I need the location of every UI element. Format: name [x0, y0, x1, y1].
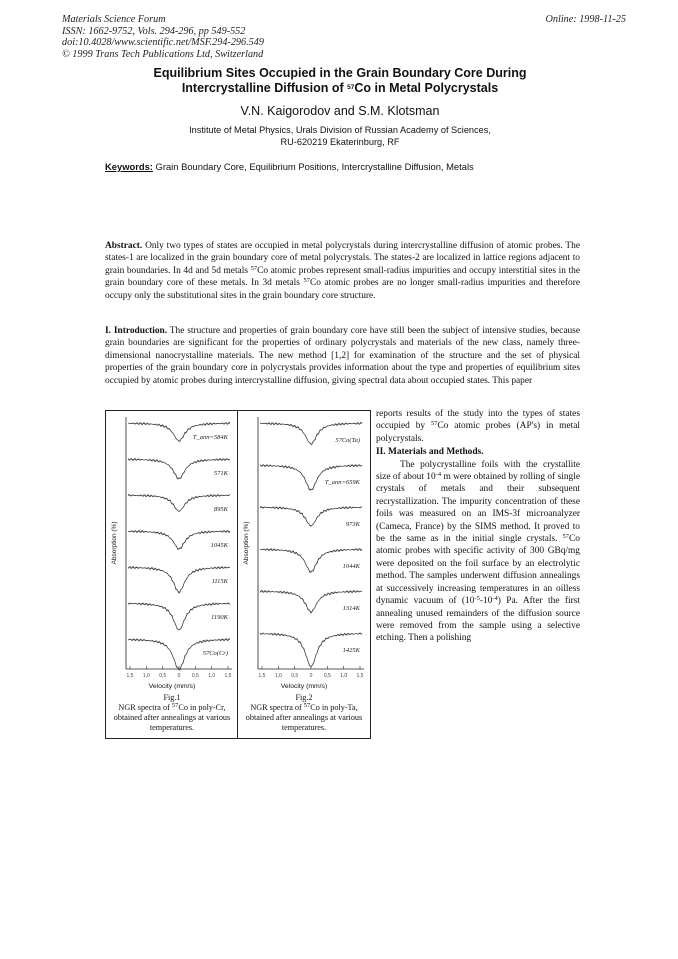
abstract: Abstract. Only two types of states are occupied in metal polycrystals during intercrystalline diffusion of atomic probes. The states-1 are localized in the grain boundary core of metal polycrystals. The states-2 are localized in lattice regions adjacent to grain boundaries. In 4d and 5d metals $^{57}$Co atomic probes represent small-radius impurities and occupy interstitial sites in the grain boundary core of these metals. In 3d metals $^{57}$Co atomic probes are no longer small-radius impurities and therefore occupy only the substitutional sites in the grain boundary core structure. — [105, 241, 581, 301]
fig2-xtick-label: 1,0 — [340, 673, 348, 679]
section-heading-materials: II. Materials and Methods. — [376, 447, 484, 458]
fig2-xtick-label: 0 — [309, 673, 313, 679]
fig1-temperature-label: 895K — [213, 506, 228, 514]
fig2-temperature-label: 973K — [345, 520, 360, 528]
fig1-xtick-label: 1,0 — [208, 673, 216, 679]
fig2-temperature-label: 1425K — [342, 646, 360, 654]
fig1-xtick-label: 0,5 — [191, 673, 199, 679]
fig1-xtick-label: 1,0 — [142, 673, 150, 679]
fig1-ylabel: Absorption (%) — [111, 521, 118, 565]
fig2-temperature-label: 1314K — [342, 604, 360, 612]
fig2-ylabel: Absorption (%) — [243, 521, 250, 565]
fig1-caption: Fig.1 NGR spectra of $^{57}$Co in poly-Cr, obtained after annealings at various temperatures. — [113, 693, 231, 732]
fig1-temperature-label: 1045K — [210, 542, 228, 550]
fig2-spectra — [240, 413, 368, 681]
paper-title — [100, 66, 580, 96]
intro-continuation: reports results of the study into the types of states occupied by $^{57}$Co atomic probes (AP's) in metal polycrystals. — [376, 409, 580, 444]
keywords-list: Grain Boundary Core, Equilibrium Positions, Intercrystalline Diffusion, Metals — [155, 161, 474, 172]
fig2-xtick-label: 1,5 — [356, 673, 364, 679]
keywords-label: Keywords: — [105, 161, 153, 172]
fig2-temperature-label: 1044K — [342, 562, 360, 570]
fig1-xlabel: Velocity (mm/s) — [148, 683, 196, 690]
fig2-xtick-label: 0,5 — [323, 673, 331, 679]
figure-divider — [237, 411, 238, 738]
fig1-temperature-label: T_ann=584K — [192, 434, 228, 442]
fig2-xtick-label: 0,5 — [291, 673, 299, 679]
introduction: I. Introduction. The structure and properties of grain boundary core have still been the subject of intensive studies, because grain boundaries are significant for the properties of ordinary polycrystals and materials of the new class, namely three-dimensional nanocrystalline materials. The new method [1,2] for examination of the structure and the set of physical properties of the grain boundary core in polycrystals provides information about the type and properties of equilibrium sites occupied by atomic probes during intercrystalline diffusion, giving spectral data about occupied states. This paper — [105, 326, 580, 386]
doi-line[interactable]: doi:10.4028/www.scientific.net/MSF.294-296.549 — [62, 37, 264, 49]
fig2-xtick-label: 1,0 — [274, 673, 282, 679]
publication-metadata — [62, 14, 264, 60]
fig1-temperature-label: 1190K — [211, 614, 228, 622]
affiliation: Institute of Metal Physics, Urals Division of Russian Academy of Sciences, RU-620219 Ekaterinburg, RF — [189, 125, 491, 147]
fig1-plot — [108, 413, 236, 681]
fig2-spectrum-line — [260, 465, 362, 491]
fig1-xtick-label: 1,5 — [126, 673, 134, 679]
fig1-xtick-label: 0 — [177, 673, 181, 679]
issn-line: ISSN: 1662-9752, Vols. 294-296, pp 549-552 — [62, 25, 246, 37]
fig1-temperature-label: 571K — [213, 470, 228, 478]
fig2-xtick-label: 1,5 — [258, 673, 266, 679]
fig2-plot — [240, 413, 368, 681]
fig1-xtick-label: 1,5 — [224, 673, 232, 679]
fig1-temperature-label: 57Co(Cr) — [202, 650, 228, 658]
online-date: Online: 1998-11-25 — [545, 14, 626, 25]
fig2-xlabel: Velocity (mm/s) — [280, 683, 328, 690]
title-line-1: Equilibrium Sites Occupied in the Grain Boundary Core During — [153, 66, 527, 80]
journal-name: Materials Science Forum — [62, 14, 166, 25]
keywords — [105, 161, 474, 172]
fig2-fit-line — [260, 466, 362, 490]
figure-box — [105, 410, 371, 739]
copyright-line: © 1999 Trans Tech Publications Ltd, Switzerland — [62, 48, 264, 60]
fig1-xtick-label: 0,5 — [159, 673, 167, 679]
right-column-text — [376, 408, 580, 645]
fig2-caption: Fig.2 NGR spectra of $^{57}$Co in poly-Ta, obtained after annealings at various temperatures. — [245, 693, 363, 732]
fig1-temperature-label: 1115K — [211, 578, 228, 586]
fig2-temperature-label: 57Co(Ta) — [335, 436, 360, 444]
fig1-spectra — [108, 413, 236, 681]
materials-paragraph: The polycrystalline foils with the crystallite size of about $10^{-4}$ m were obtained by rolling of single crystals of metals and their subsequent recrystallization. The impurity concentration of these foils was measured on an IMS-3f microanalyzer (Cameca, France) by the SIMS method. It proved to be the same as in the initial single crystals. $^{57}$Co atomic probes with specific activity of 300 GBq/mg were deposited on the foil surface by an electrolytic method. The samples underwent diffusion annealings at successively increasing temperatures in an oilless dynamic vacuum of $(10^{-5}-10^{-4})$ Pa. After the first annealing unused remainders of the diffusion source were removed from the sample using a selective etching. Then a polishing — [376, 459, 580, 644]
title-line-2: Intercrystalline Diffusion of $^{57}$Co in Metal Polycrystals — [181, 81, 499, 95]
authors: V.N. Kaigorodov and S.M. Klotsman — [240, 104, 440, 118]
fig2-temperature-label: T_ann=659K — [324, 478, 360, 486]
